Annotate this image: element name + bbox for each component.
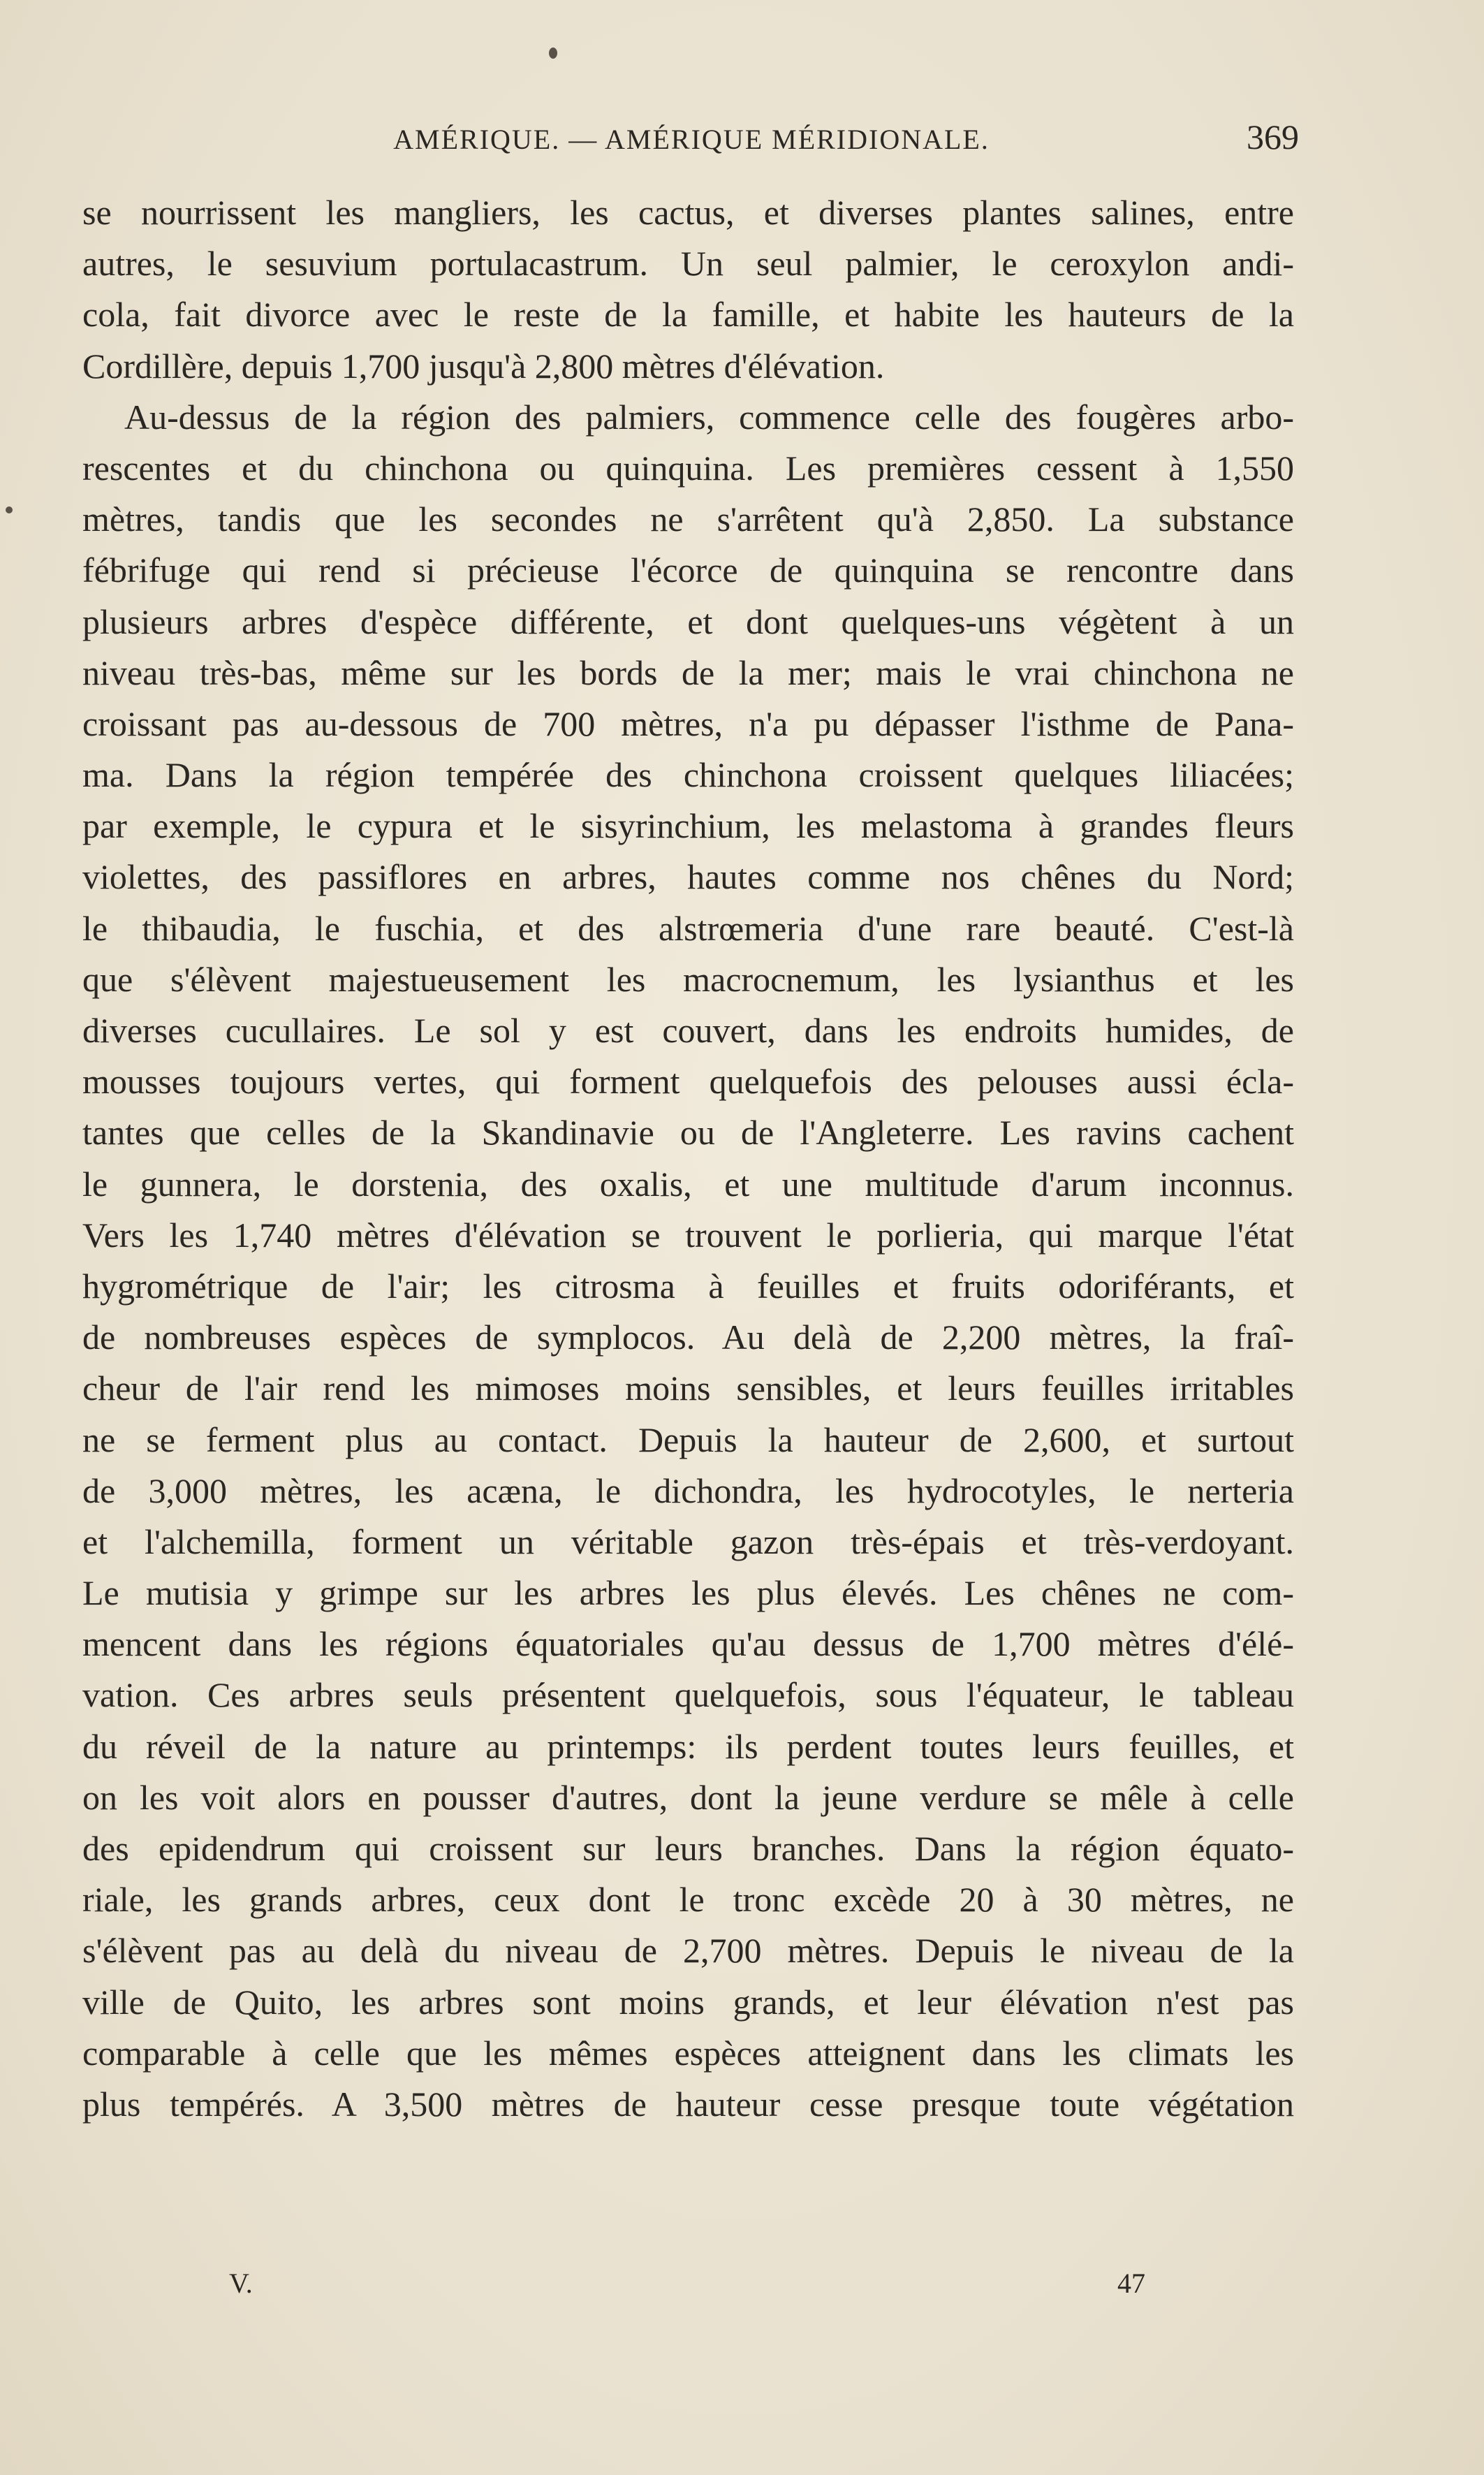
text-line: fébrifuge qui rend si précieuse l'écorce de quinquina se rencontre dans	[82, 550, 1294, 590]
text-line: mètres, tandis que les secondes ne s'arrêtent qu'à 2,850. La substance	[82, 499, 1294, 539]
text-line: par exemple, le cypura et le sisyrinchium, les melastoma à grandes fleurs	[82, 806, 1294, 846]
ink-speck	[6, 506, 13, 513]
text-line: mousses toujours vertes, qui forment quelquefois des pelouses aussi écla-	[82, 1062, 1294, 1102]
text-line: des epidendrum qui croissent sur leurs branches. Dans la région équato-	[82, 1829, 1294, 1868]
text-line: croissant pas au-dessous de 700 mètres, n'a pu dépasser l'isthme de Pana-	[82, 703, 1294, 743]
text-line: vation. Ces arbres seuls présentent quelquefois, sous l'équateur, le tableau	[82, 1675, 1294, 1715]
text-line: Vers les 1,740 mètres d'élévation se trouvent le porlieria, qui marque l'état	[82, 1215, 1294, 1255]
text-line: du réveil de la nature au printemps: ils perdent toutes leurs feuilles, et	[82, 1726, 1294, 1766]
page-footer	[210, 2267, 1145, 2309]
text-line: plusieurs arbres d'espèce différente, et dont quelques-uns végètent à un	[82, 601, 1294, 641]
text-line: niveau très-bas, même sur les bords de la mer; mais le vrai chinchona ne	[82, 652, 1294, 692]
text-line: se nourrissent les mangliers, les cactus, et diverses plantes salines, entre	[82, 193, 1294, 232]
page-header	[84, 119, 1299, 168]
body-text	[82, 187, 1294, 2130]
text-line: le gunnera, le dorstenia, des oxalis, et une multitude d'arum inconnus.	[82, 1164, 1294, 1204]
text-line: le thibaudia, le fuschia, et des alstrœmeria d'une rare beauté. C'est-là	[82, 908, 1294, 948]
text-line: Le mutisia y grimpe sur les arbres les plus élevés. Les chênes ne com-	[82, 1573, 1294, 1613]
folio-number: 47	[1117, 2268, 1145, 2299]
text-line: on les voit alors en pousser d'autres, dont la jeune verdure se mêle à celle	[82, 1777, 1294, 1817]
page-number: 369	[1247, 117, 1299, 156]
text-line: Cordillère, depuis 1,700 jusqu'à 2,800 mètres d'élévation.	[82, 346, 885, 386]
running-title: AMÉRIQUE. — AMÉRIQUE MÉRIDIONALE.	[393, 124, 990, 155]
text-line: que s'élèvent majestueusement les macrocnemum, les lysianthus et les	[82, 959, 1294, 999]
text-line: comparable à celle que les mêmes espèces atteignent dans les climats les	[82, 2033, 1294, 2073]
text-line: mencent dans les régions équatoriales qu'au dessus de 1,700 mètres d'élé-	[82, 1624, 1294, 1664]
text-line: tantes que celles de la Skandinavie ou de l'Angleterre. Les ravins cachent	[82, 1113, 1294, 1153]
text-line: de nombreuses espèces de symplocos. Au delà de 2,200 mètres, la fraî-	[82, 1317, 1294, 1357]
text-line: hygrométrique de l'air; les citrosma à feuilles et fruits odoriférants, et	[82, 1266, 1294, 1306]
text-line: autres, le sesuvium portulacastrum. Un seul palmier, le ceroxylon andi-	[82, 244, 1294, 284]
text-line: ma. Dans la région tempérée des chinchona croissent quelques liliacées;	[82, 755, 1294, 795]
text-line: de 3,000 mètres, les acæna, le dichondra, les hydrocotyles, le nerteria	[82, 1470, 1294, 1510]
text-line: cheur de l'air rend les mimoses moins sensibles, et leurs feuilles irritables	[82, 1368, 1294, 1408]
signature-mark: V.	[229, 2268, 253, 2299]
text-line: Au-dessus de la région des palmiers, commence celle des fougères arbo-	[124, 397, 1294, 437]
text-line: ne se ferment plus au contact. Depuis la hauteur de 2,600, et surtout	[82, 1419, 1294, 1459]
text-line: ville de Quito, les arbres sont moins grands, et leur élévation n'est pas	[82, 1982, 1294, 2022]
text-line: s'élèvent pas au delà du niveau de 2,700 mètres. Depuis le niveau de la	[82, 1931, 1294, 1971]
text-line: riale, les grands arbres, ceux dont le tronc excède 20 à 30 mètres, ne	[82, 1880, 1294, 1920]
ink-speck	[549, 48, 557, 59]
text-line: et l'alchemilla, forment un véritable gazon très-épais et très-verdoyant.	[82, 1521, 1294, 1561]
text-line: cola, fait divorce avec le reste de la famille, et habite les hauteurs de la	[82, 295, 1294, 335]
text-line: violettes, des passiflores en arbres, hautes comme nos chênes du Nord;	[82, 857, 1294, 897]
text-line: rescentes et du chinchona ou quinquina. Les premières cessent à 1,550	[82, 448, 1294, 488]
text-line: diverses cucullaires. Le sol y est couvert, dans les endroits humides, de	[82, 1011, 1294, 1050]
text-line: plus tempérés. A 3,500 mètres de hauteur cesse presque toute végétation	[82, 2084, 1294, 2124]
